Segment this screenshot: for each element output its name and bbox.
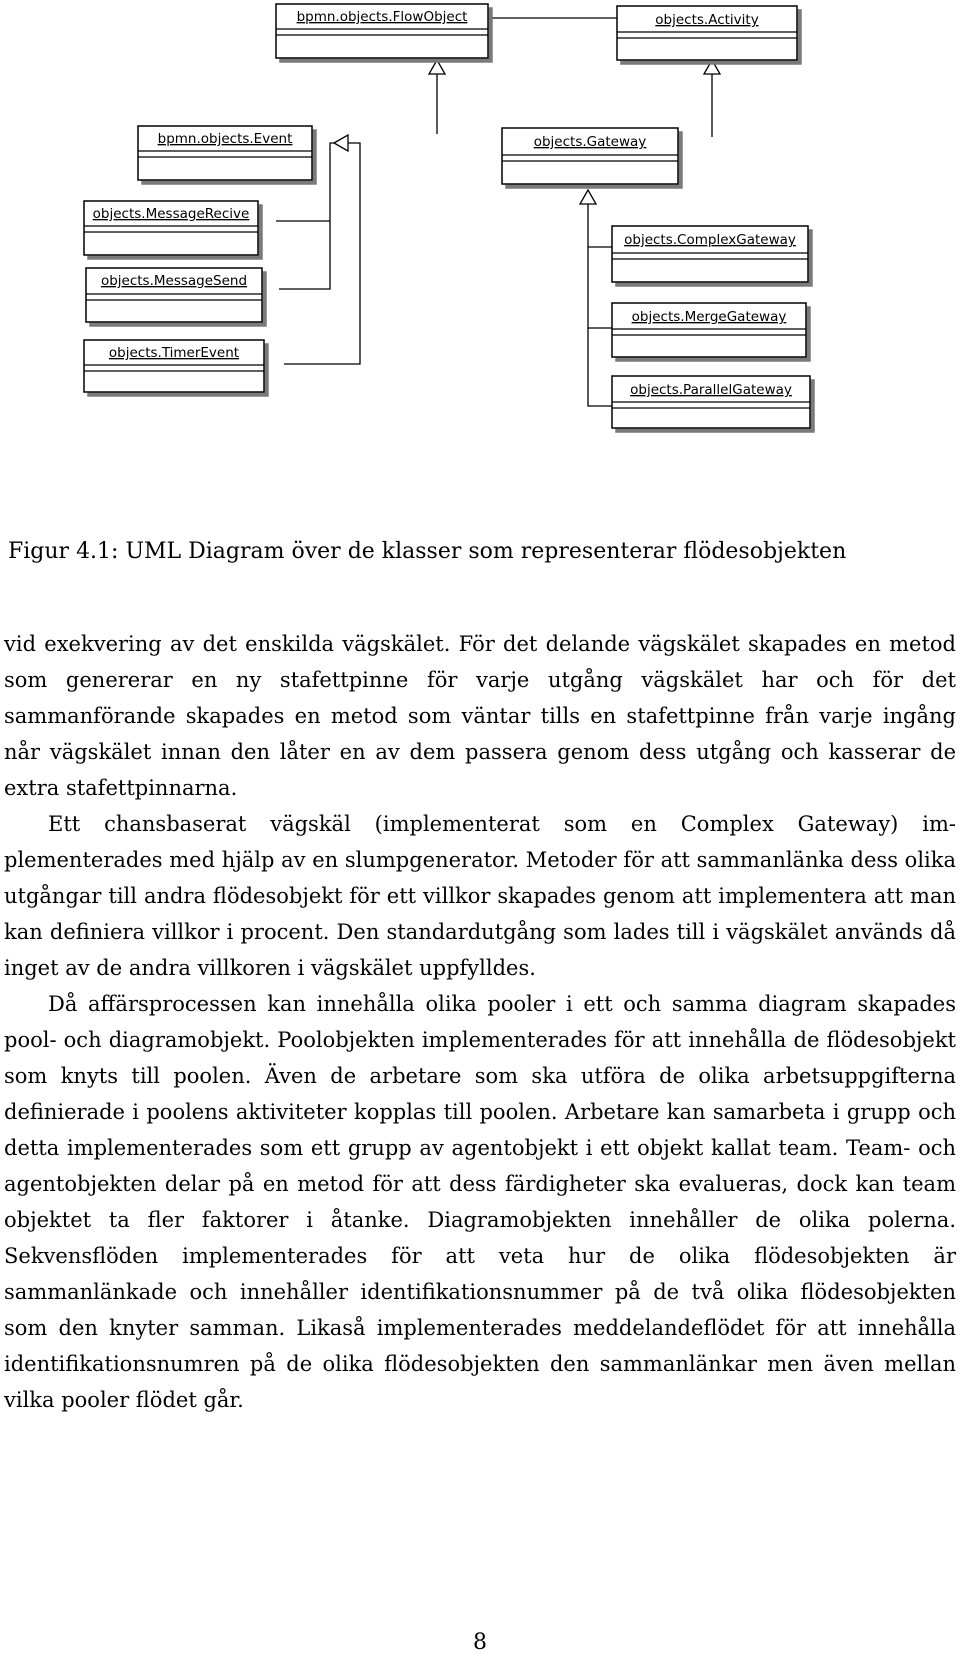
class-name: bpmn.objects.FlowObject (296, 9, 468, 25)
class-name: objects.MessageSend (100, 273, 248, 289)
class-box-timer-event (84, 340, 264, 392)
class-box-parallel-gateway (612, 376, 810, 428)
class-name: bpmn.objects.Event (157, 131, 293, 147)
class-box-event (138, 126, 312, 180)
class-name: objects.Activity (655, 12, 759, 28)
class-box-flow-object (276, 4, 488, 58)
class-box-message-recive (84, 201, 258, 255)
page-number: 8 (473, 1630, 487, 1655)
body-text (4, 626, 956, 1418)
paragraph: Ett chansbaserat vägskäl (implementerat som en Complex Gateway) implementerades med hjälp av en slumpgenerator. Metoder för att sammanlänka dess olika utgångar till andra flödesobjekt för ett villkor skapades genom att implementera att man kan definiera villkor i procent. Den standardutgång som lades till i vägskälet används då inget av de andra villkoren i vägskälet uppfylldes. (4, 812, 956, 980)
class-name: objects.MergeGateway (631, 309, 787, 325)
class-name: objects.ComplexGateway (624, 232, 796, 248)
paragraph: vid exekvering av det enskilda vägskälet. För det delande vägskälet skapades en metod som genererar en ny stafettpinne för varje utgång vägskälet har och för det sammanförande skapades en metod som väntar tills en stafettpinne från varje ingång når vägskälet innan den låter en av dem passera genom dess utgång och kasserar de extra stafettpinnarna. (4, 632, 956, 800)
class-name: objects.TimerEvent (108, 345, 240, 361)
class-box-complex-gateway (612, 226, 808, 282)
class-box-message-send (86, 268, 262, 322)
class-box-merge-gateway (612, 303, 806, 357)
figure-caption: Figur 4.1: UML Diagram över de klasser som representerar flödesobjekten (8, 539, 847, 564)
class-box-activity (617, 6, 797, 60)
class-name: objects.MessageRecive (92, 206, 250, 222)
class-box-gateway (502, 128, 678, 184)
class-name: objects.Gateway (533, 134, 647, 150)
class-name: objects.ParallelGateway (630, 382, 792, 398)
paragraph: Då affärsprocessen kan innehålla olika pooler i ett och samma diagram skapades pool- och diagramobjekt. Poolobjekten implementerades för att innehålla de flödesobjekt som knyts till poolen. Även de arbetare som ska utföra de olika arbetsuppgifterna definierade i poolens aktiviteter kopplas till poolen. Arbetare kan samarbeta i grupp och detta implementerades som ett grupp av agentobjekt i ett objekt kallat team. Team- och agentobjekten delar på en metod för att dess färdigheter ska evalueras, dock kan team objektet ta fler faktorer i åtanke. Diagramobjekten innehåller de olika polerna. Sekvensflöden implementerades för att veta hur de olika flödesobjekten är sammanlänkade och innehåller identifikationsnummer på de två olika flödesobjekten som den knyter samman. Likaså implementerades meddelandeflödet för att innehålla identifikationsnumren på de olika flödesobjekten den sammanlänkar men även mellan vilka pooler flödet går. (4, 992, 956, 1412)
uml-class-diagram (0, 0, 960, 460)
